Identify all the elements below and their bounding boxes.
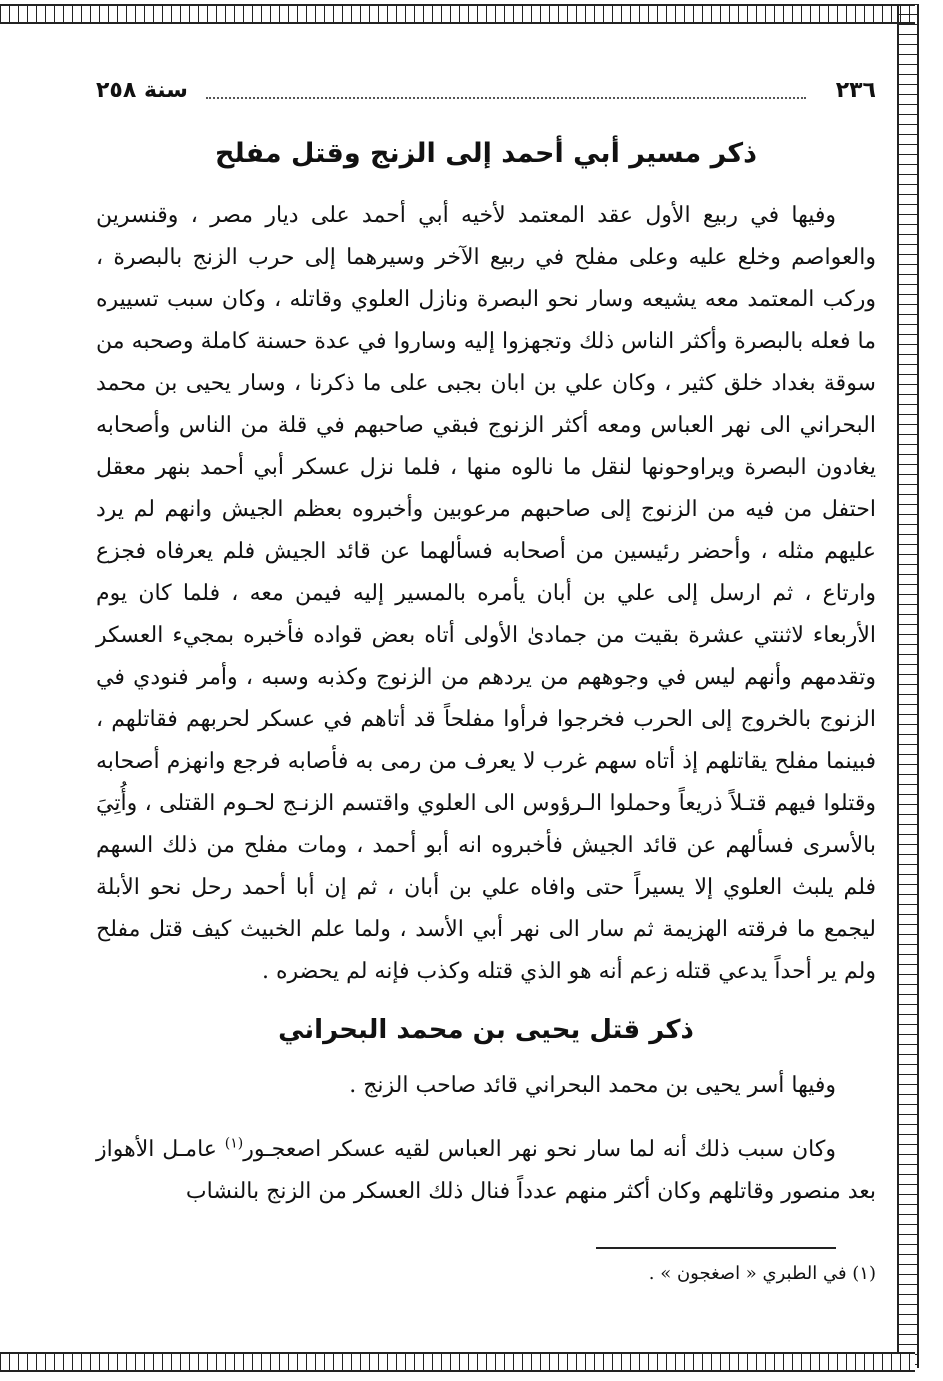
ornamental-border-right (897, 4, 919, 1368)
paragraph-2-text-end: عامـل الأهواز بعد منصور وقاتلهم وكان أكثر منهم عدداً فنال ذلك العسكر من الزنج بالنشاب (96, 1137, 876, 1204)
section-heading-1: ذكر مسير أبي أحمد إلى الزنج وقتل مفلح (215, 138, 757, 169)
paragraph-2-text-start: وكان سبب ذلك أنه لما سار نحو نهر العباس لقيه عسكر اصعجـور (243, 1137, 836, 1162)
ornamental-border-top (0, 4, 915, 24)
book-page (96, 70, 876, 1330)
running-head-dotted-leader (206, 97, 806, 99)
footnote-separator (596, 1247, 836, 1249)
ornamental-border-bottom (0, 1352, 915, 1372)
footnote-reference[interactable]: (١) (224, 1135, 244, 1152)
section-heading-2: ذكر قتل يحيى بن محمد البحراني (278, 1015, 694, 1045)
section-2-paragraph-2 (96, 1129, 876, 1213)
footnote: (١) في الطبري « اصغجون » . (648, 1263, 876, 1284)
section-2-paragraph-1: وفيها أسر يحيى بن محمد البحراني قائد صاحب الزنج . (349, 1073, 836, 1098)
page-number: ٢٣٦ (835, 78, 876, 103)
running-head (96, 70, 876, 110)
running-head-year: سنة ٢٥٨ (96, 78, 188, 103)
section-1-body: وفيها في ربيع الأول عقد المعتمد لأخيه أبي أحمد على ديار مصر ، وقنسرين والعواصم وخلع عليه وعلى مفلح في ربيع الآخر وسيرهما إلى حرب الزنج بالبصرة ، وركب المعتمد معه يشيعه وسار نحو البصرة ونازل العلوي وقاتله ، وكان سبب تسييره ما فعله بالبصرة وأكثر الناس ذلك وتجهزوا إليه وساروا في عدة حسنة كاملة وصحبه من سوقة بغداد خلق كثير ، وكان علي بن ابان بجبى على ما ذكرنا ، وسار يحيى بن محمد البحراني الى نهر العباس ومعه أكثر الزنوج فبقي صاحبهم في قلة من الناس وأصحابه يغادون البصرة ويراوحونها لنقل ما نالوه منها ، فلما نزل عسكر أبي أحمد بنهر معقل احتفل من فيه من الزنوج إلى صاحبهم مرعوبين وأخبروه بعظم الجيش وانهم لم يرد عليهم مثله ، وأحضر رئيسين من أصحابه فسألهما عن قائد الجيش فلم يعرفاه فجزع وارتاع ، ثم ارسل إلى علي بن أبان يأمره بالمسير إليه فيمن معه ، فلما كان يوم الأربعاء لاثنتي عشرة بقيت من جمادىٰ الأولى أتاه بعض قواده فأخبره بمجيء العسكر وتقدمهم وأنهم ليس في وجوههم من يردهم من الزنوج وكذبه وسبه ، وأمر فنودي في الزنوج بالخروج إلى الحرب فخرجوا فرأوا مفلحاً قد أتاهم في عسكر لحربهم فقاتلهم ، فبينما مفلح يقاتلهم إذ أتاه سهم غرب لا يعرف من رمى به فأصابه فرجع وانهزم أصحابه وقتلوا فيهم قتـلاً ذريعاً وحملوا الـرؤوس الى العلوي واقتسم الزنـج لحـوم القتلى ، وأُتِيَ بالأسرى فسألهم عن قائد الجيش فأخبروه انه أبو أحمد ، ومات مفلح من ذلك السهم فلم يلبث العلوي إلا يسيراً حتى وافاه علي بن أبان ، ثم إن أبا أحمد رحل نحو الأبلة ليجمع ما فرقته الهزيمة ثم سار الى نهر أبي الأسد ، ولما علم الخبيث كيف قتل مفلح ولم ير أحداً يدعي قتله زعم أنه هو الذي قتله وكذب فإنه لم يحضره . (96, 203, 877, 984)
